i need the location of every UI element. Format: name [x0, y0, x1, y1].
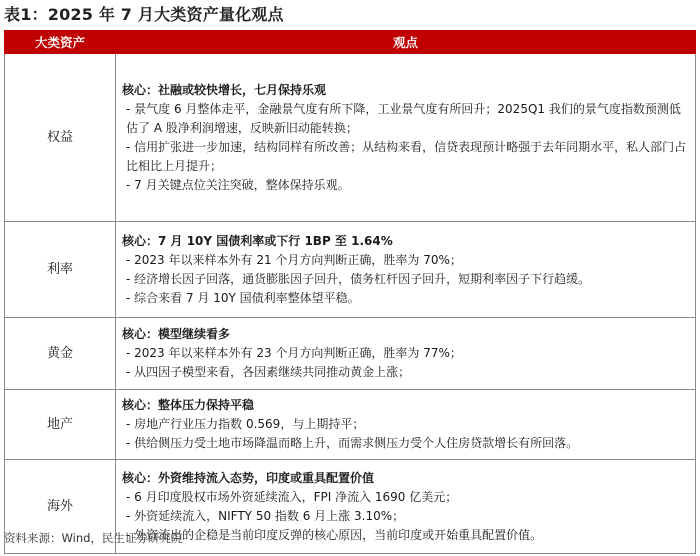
table-row [5, 54, 696, 222]
header-asset: 大类资产 [5, 31, 116, 54]
view-point: - 2023 年以来样本外有 23 个月方向判断正确，胜率为 77%； [126, 346, 462, 360]
view-gold [116, 318, 696, 390]
core-view: 核心：外资维持流入态势，印度或重具配置价值 [122, 470, 375, 485]
view-realestate [116, 390, 696, 460]
core-view: 核心：社融或较快增长，七月保持乐观 [122, 82, 327, 97]
asset-equity: 权益 [5, 54, 116, 222]
view-point: - 信用扩张进一步加速，结构同样有所改善；从结构来看，信贷表现预计略强于去年同期水平，私人部门占比相比上月提升； [126, 139, 687, 173]
asset-overseas: 海外 [5, 460, 116, 554]
table-header-row [5, 31, 696, 54]
asset-gold: 黄金 [5, 318, 116, 390]
core-view: 核心：7 月 10Y 国债利率或下行 1BP 至 1.64% [122, 233, 393, 248]
view-point: - 从四因子模型来看，各因素继续共同推动黄金上涨； [126, 365, 411, 379]
view-point: - 经济增长因子回落，通货膨胀因子回升，债务杠杆因子回升，短期利率因子下行趋缓。 [126, 271, 591, 286]
view-point: - 景气度 6 月整体走平，金融景气度有所下降，工业景气度有所回升；2025Q1 我们的景气度指数预测低估了 A 股净利润增速，反映新旧动能转换； [126, 101, 681, 135]
core-view: 核心：模型继续看多 [122, 327, 231, 341]
view-point: - 6 月印度股权市场外资延续流入，FPI 净流入 1690 亿美元； [126, 489, 458, 504]
table-row [5, 318, 696, 390]
view-equity [116, 54, 696, 222]
view-point: - 房地产行业压力指数 0.569，与上期持平； [126, 417, 365, 431]
view-rate [116, 222, 696, 318]
view-point: - 综合来看 7 月 10Y 国债利率整体望平稳。 [126, 290, 360, 305]
table-row [5, 390, 696, 460]
table-row [5, 222, 696, 318]
header-view: 观点 [116, 31, 696, 54]
view-point: - 供给侧压力受土地市场降温而略上升，而需求侧压力受个人住房贷款增长有所回落。 [126, 436, 579, 450]
asset-realestate: 地产 [5, 390, 116, 460]
core-view: 核心：整体压力保持平稳 [122, 398, 255, 412]
view-point: - 外资延续流入，NIFTY 50 指数 6 月上涨 3.10%； [126, 508, 405, 523]
source-note: 资料来源：Wind，民生证券研究院 [4, 531, 183, 545]
view-point: - 2023 年以来样本外有 21 个月方向判断正确，胜率为 70%； [126, 252, 462, 267]
view-point: - 外资流出的企稳是当前印度反弹的核心原因，当前印度或开始重具配置价值。 [126, 527, 543, 542]
asset-view-table [4, 30, 696, 554]
view-point: - 7 月关键点位关注突破，整体保持乐观。 [126, 177, 350, 192]
view-overseas [116, 460, 696, 554]
asset-rate: 利率 [5, 222, 116, 318]
table-title: 表1：2025 年 7 月大类资产量化观点 [4, 5, 284, 24]
